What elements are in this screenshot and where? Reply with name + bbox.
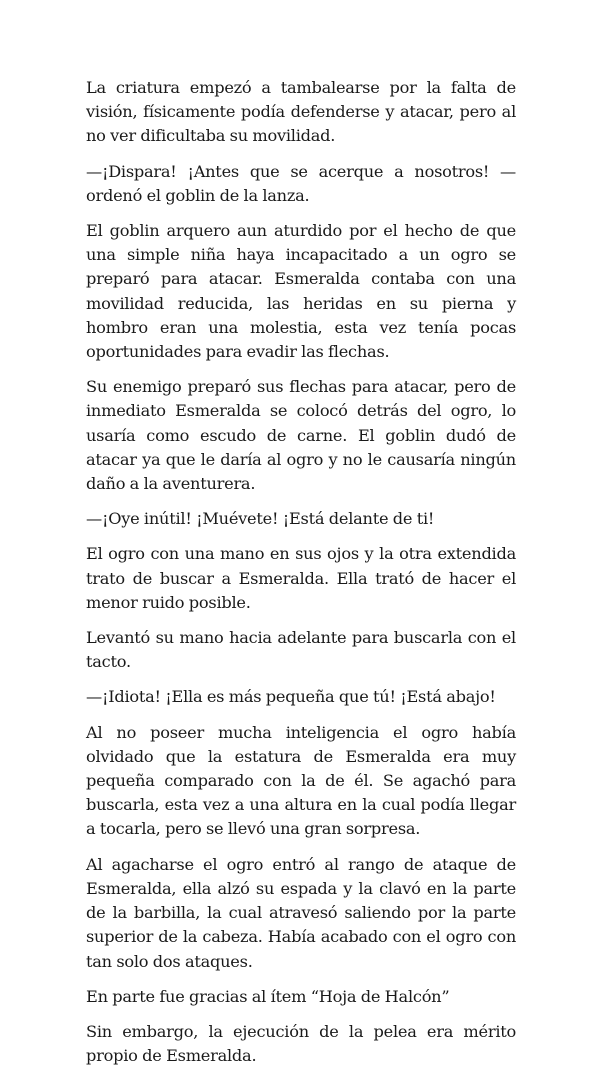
paragraph: Su enemigo preparó sus flechas para atacar, pero de inmediato Esmeralda se colocó detrás del ogro, lo usaría como escudo de carne. El goblin dudó de atacar ya que le daría al ogro y no le causaría ningún daño a la aventurera.: [86, 377, 516, 494]
paragraph: Al no poseer mucha inteligencia el ogro había olvidado que la estatura de Esmeralda era muy pequeña comparado con la de él. Se agachó para buscarla, esta vez a una altura en la cual podía llegar a tocarla, pero se llevó una gran sorpresa.: [86, 722, 516, 839]
paragraph: En parte fue gracias al ítem “Hoja de Halcón”: [86, 986, 450, 1006]
dialogue-paragraph: —¡Oye inútil! ¡Muévete! ¡Está delante de ti!: [86, 509, 435, 529]
paragraph: Levantó su mano hacia adelante para buscarla con el tacto.: [86, 628, 516, 672]
paragraph: Sin embargo, la ejecución de la pelea era mérito propio de Esmeralda.: [86, 1021, 516, 1066]
paragraph: La criatura empezó a tambalearse por la falta de visión, físicamente podía defenderse y atacar, pero al no ver dificultaba su movilidad.: [86, 78, 516, 146]
dialogue-paragraph: —¡Idiota! ¡Ella es más pequeña que tú! ¡Está abajo!: [86, 687, 496, 707]
dialogue-paragraph: —¡Dispara! ¡Antes que se acerque a nosotros! —ordenó el goblin de la lanza.: [86, 161, 516, 205]
book-page-text: [86, 76, 516, 1079]
paragraph: Al agacharse el ogro entró al rango de ataque de Esmeralda, ella alzó su espada y la clavó en la parte de la barbilla, la cual atravesó saliendo por la parte superior de la cabeza. Había acabado con el ogro con tan solo dos ataques.: [86, 854, 516, 971]
paragraph: El ogro con una mano en sus ojos y la otra extendida trato de buscar a Esmeralda. Ella trató de hacer el menor ruido posible.: [86, 544, 516, 612]
paragraph: El goblin arquero aun aturdido por el hecho de que una simple niña haya incapacitado a un ogro se preparó para atacar. Esmeralda contaba con una movilidad reducida, las heridas en su pierna y hombro eran una molestia, esta vez tenía pocas oportunidades para evadir las flechas.: [86, 221, 516, 362]
